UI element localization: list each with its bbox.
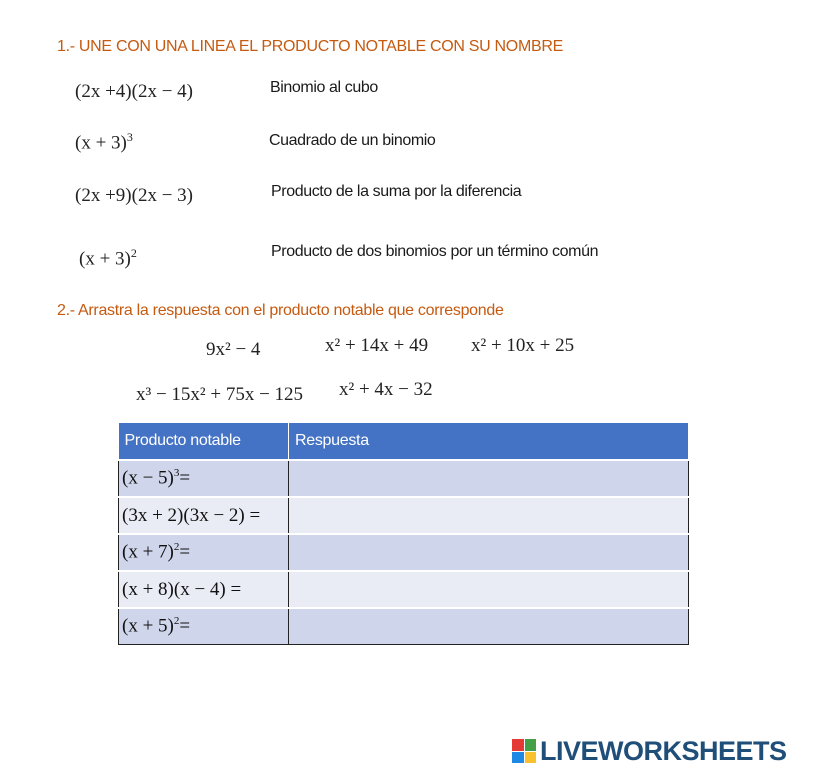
expression-4-exponent: 2	[130, 246, 137, 260]
table-row	[119, 460, 689, 497]
logo-square-yellow	[525, 752, 537, 764]
expression-4-base: (x + 3)	[79, 248, 131, 270]
product-4-base: (x + 8)(x − 4) =	[122, 578, 242, 600]
product-1-exponent: 3	[173, 467, 180, 480]
table-row	[119, 534, 689, 571]
product-3-exponent: 2	[173, 541, 180, 554]
product-cell-4	[119, 571, 289, 608]
product-cell-3	[119, 534, 289, 571]
expression-2	[75, 130, 133, 154]
response-drop-zone-2[interactable]	[289, 497, 689, 534]
product-5-base: (x + 5)	[122, 615, 174, 637]
product-3-equals: =	[179, 541, 191, 563]
response-drop-zone-3[interactable]	[289, 534, 689, 571]
header-producto-notable: Producto notable	[119, 423, 289, 460]
product-2-base: (3x + 2)(3x − 2) =	[122, 504, 261, 526]
liveworksheets-logo-icon	[512, 739, 536, 763]
response-drop-zone-1[interactable]	[289, 460, 689, 497]
answer-chip-3[interactable]: x² + 10x + 25	[471, 335, 575, 356]
table-row	[119, 497, 689, 534]
header-respuesta: Respuesta	[289, 423, 689, 460]
name-1: Binomio al cubo	[270, 79, 378, 96]
name-3: Producto de la suma por la diferencia	[271, 183, 522, 200]
answer-chip-1[interactable]: 9x² − 4	[206, 339, 261, 360]
table-row	[119, 571, 689, 608]
section1-heading: 1.- UNE CON UNA LINEA EL PRODUCTO NOTABLE CON SU NOMBRE	[57, 38, 563, 55]
product-3-base: (x + 7)	[122, 541, 174, 563]
logo-square-red	[512, 739, 524, 751]
product-1-base: (x − 5)	[122, 467, 174, 489]
expression-3: (2x +9)(2x − 3)	[75, 185, 193, 206]
answer-chip-4[interactable]: x³ − 15x² + 75x − 125	[136, 384, 304, 405]
table-header-row	[119, 423, 689, 460]
name-2: Cuadrado de un binomio	[269, 132, 436, 149]
answer-table	[118, 423, 689, 645]
logo-square-green	[525, 739, 537, 751]
answer-chip-5[interactable]: x² + 4x − 32	[339, 379, 433, 400]
expression-2-exponent: 3	[126, 130, 133, 144]
answer-chip-2[interactable]: x² + 14x + 49	[325, 335, 429, 356]
response-drop-zone-4[interactable]	[289, 571, 689, 608]
response-drop-zone-5[interactable]	[289, 608, 689, 645]
product-cell-2	[119, 497, 289, 534]
expression-2-base: (x + 3)	[75, 132, 127, 154]
name-4: Producto de dos binomios por un término común	[271, 243, 599, 260]
expression-1: (2x +4)(2x − 4)	[75, 81, 193, 102]
table-row	[119, 608, 689, 645]
expression-4	[79, 246, 137, 270]
logo-text: LIVEWORKSHEETS	[540, 735, 787, 766]
product-cell-5	[119, 608, 289, 645]
section2-heading: 2.- Arrastra la respuesta con el producto notable que corresponde	[57, 302, 504, 319]
logo-square-blue	[512, 752, 524, 764]
liveworksheets-logo	[512, 735, 787, 767]
product-5-exponent: 2	[173, 615, 180, 628]
product-5-equals: =	[179, 615, 191, 637]
product-cell-1	[119, 460, 289, 497]
product-1-equals: =	[179, 467, 191, 489]
